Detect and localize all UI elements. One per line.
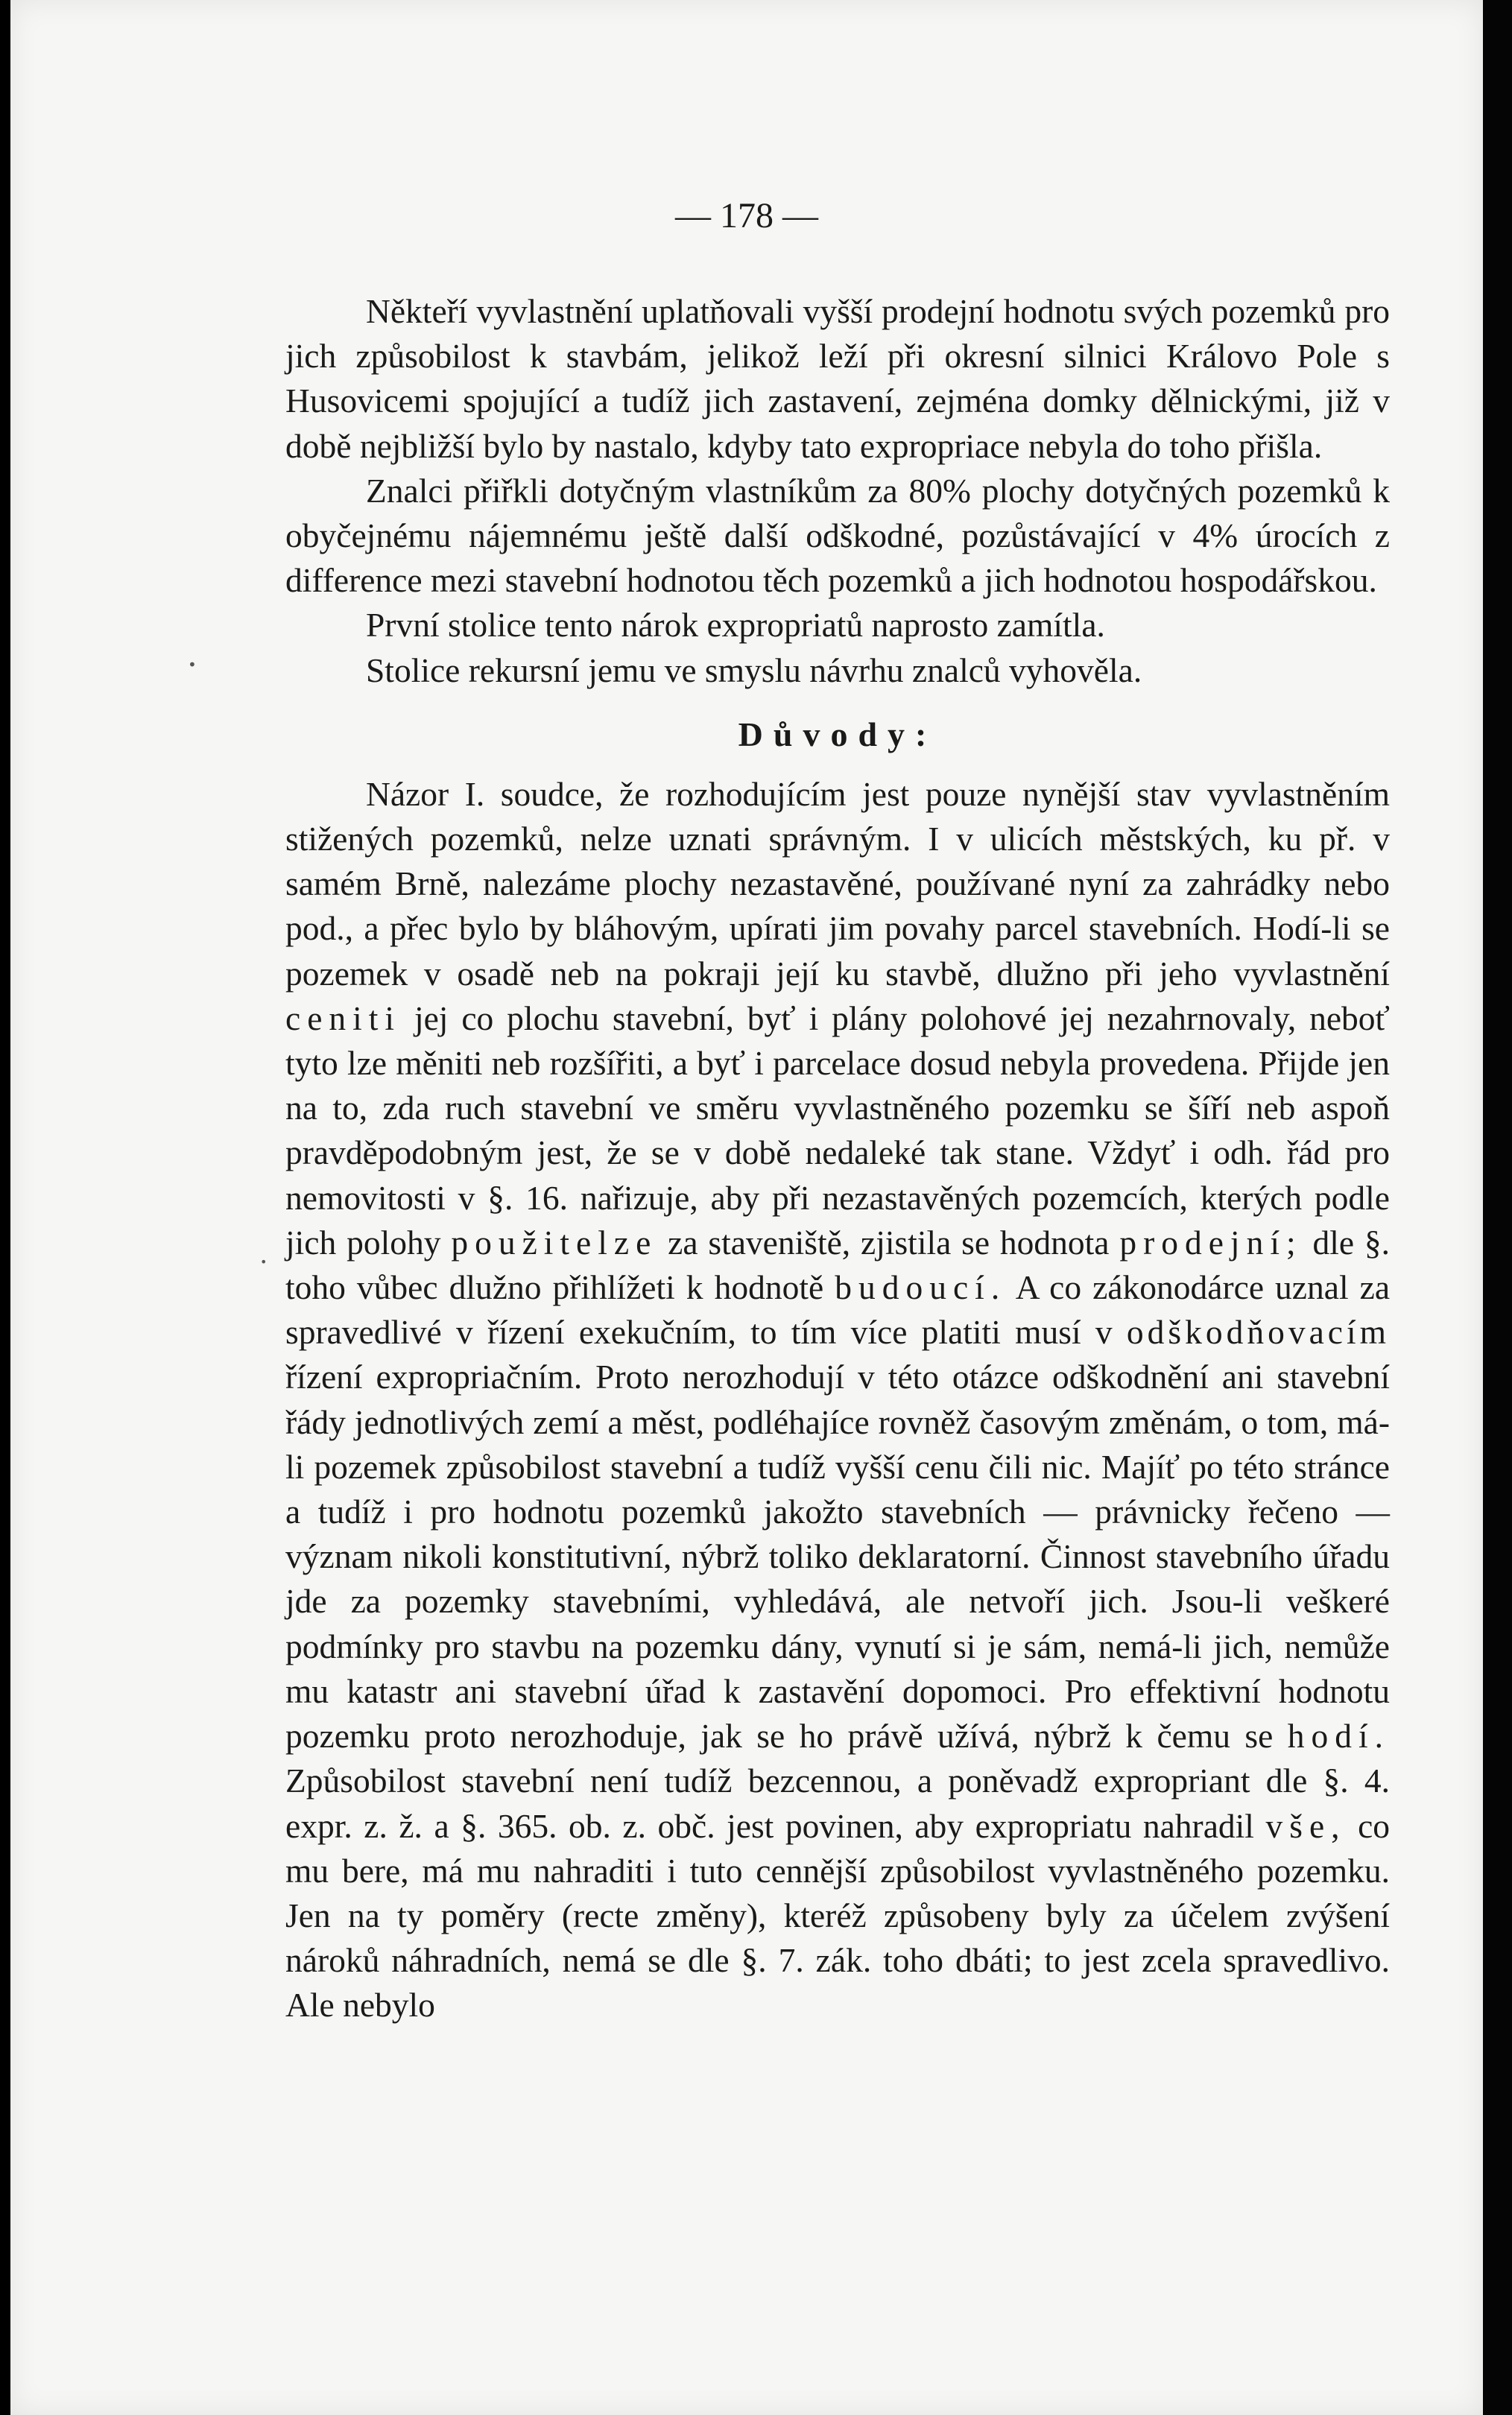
paragraph-intro-3: První stolice tento nárok expropriatů naprosto zamítla. <box>366 606 1105 645</box>
text-run: za staveniště, zjistila se hodnota <box>668 1223 1110 1262</box>
text-run: Názor I. soudce, že rozhodujícím jest pouze nynější stav vyvlastněním stižených pozemků, nelze uznati správným. I v ulicích městských, ku př. v samém Brně, nalezáme plochy nezastavěné, používané nyní za zahrádky nebo pod., a přec bylo by bláhovým, upírati jim povahy parcel stavebních. Hodí-li se pozemek v osadě neb na pokraji její ku stavbě, dlužno při jeho vyvlastnění <box>285 774 1390 993</box>
margin-dot-mark: • <box>188 656 197 674</box>
scan-border <box>1483 0 1512 2415</box>
spaced-word: vše, <box>1265 1806 1347 1845</box>
paragraph-intro-2: Znalci přiřkli dotyčným vlastníkům za 80% plochy dotyčných pozemků k obyčejnému nájemnému ještě další odškodné, pozůstávající v 4% úrocích z difference mezi stavební hodnotou těch pozemků a jich hodnotou hospodářskou. <box>285 471 1390 600</box>
text-run: A co zákonodárce uznal za spravedlivé v řízení exekučním, to tím více platiti musí v <box>285 1268 1391 1352</box>
text-run: dle §. toho vůbec dlužno přihlížeti k hodnotě <box>285 1223 1391 1307</box>
margin-dot-mark: • <box>260 1255 268 1269</box>
section-heading-duvody: Důvody: <box>738 715 937 753</box>
paragraph-reasons <box>285 772 1390 2028</box>
paragraph-intro-1: Někteří vyvlastnění uplatňovali vyšší prodejní hodnotu svých pozemků pro jich způsobilost k stavbám, jelikož leží při okresní silnici Královo Pole s Husovicemi spojující a tudíž jich zastavení, zejména domky dělnickými, již v době nejbližší bylo by nastalo, kdyby tato expropriace nebyla do toho přišla. <box>285 292 1390 465</box>
text-run: Způsobilost stavební není tudíž bezcennou, a poněvadž expropriant dle §. 4. expr. z. ž. a §. 365. ob. z. obč. jest povinen, aby expropriatu nahradil <box>285 1762 1390 1845</box>
spaced-word: hodí. <box>1287 1717 1391 1756</box>
spaced-word: prodejní; <box>1119 1223 1303 1262</box>
text-run: co mu bere, má mu nahraditi i tuto cennější způsobilost vyvlastněného pozemku. Jen na ty poměry (recte změny), kteréž způsobeny byly za účelem zvýšení nároků náhradních, nemá se dle §. 7. zák. toho dbáti; to jest zcela spravedlivo. Ale nebylo <box>285 1806 1391 2025</box>
body-text <box>285 289 1390 2028</box>
text-run: jej co plochu stavební, byť i plány polohové jej nezahrnovaly, neboť tyto lze měniti neb rozšířiti, a byť i parcelace dosud nebyla provedena. Přijde jen na to, zda ruch stavební ve směru vyvlastněného pozemku se šíří neb aspoň pravděpodobným jest, že se v době nedaleké tak stane. Vždyť i odh. řád pro nemovitosti v §. 16. nařizuje, aby při nezastavěných pozemcích, kterých podle jich polohy <box>285 998 1390 1262</box>
page-number: — 178 — <box>675 196 818 235</box>
paragraph-intro-4: Stolice rekursní jemu ve smyslu návrhu znalců vyhověla. <box>366 651 1142 689</box>
spaced-word: ceniti <box>285 998 402 1037</box>
text-run: řízení expropriačním. Proto nerozhodují v této otázce odškodnění ani stavební řády jednotlivých zemí a měst, podléhajíce rovněž časovým změnám, o tom, má-li pozemek způsobilost stavební a tudíž vyšší cenu čili nic. Majíť po této stránce a tudíž i pro hodnotu pozemků jakožto stavebních — právnicky řečeno — význam nikoli konstitutivní, nýbrž toliko deklaratorní. Činnost stavebního úřadu jde za pozemky stavebními, vyhledává, ale netvoří jich. Jsou-li veškeré podmínky pro stavbu na pozemku dány, vynutí si je sám, nemá-li jich, nemůže mu katastr ani stavební úřad k zastavění dopomoci. Pro effektivní hodnotu pozemku proto nerozhoduje, jak se ho právě užívá, nýbrž k čemu se <box>285 1358 1390 1756</box>
spaced-word: budoucí. <box>835 1268 1007 1307</box>
spaced-word: odškodňovacím <box>1126 1313 1390 1352</box>
scanned-page <box>10 0 1483 2415</box>
spaced-word: použitelze <box>451 1223 658 1262</box>
